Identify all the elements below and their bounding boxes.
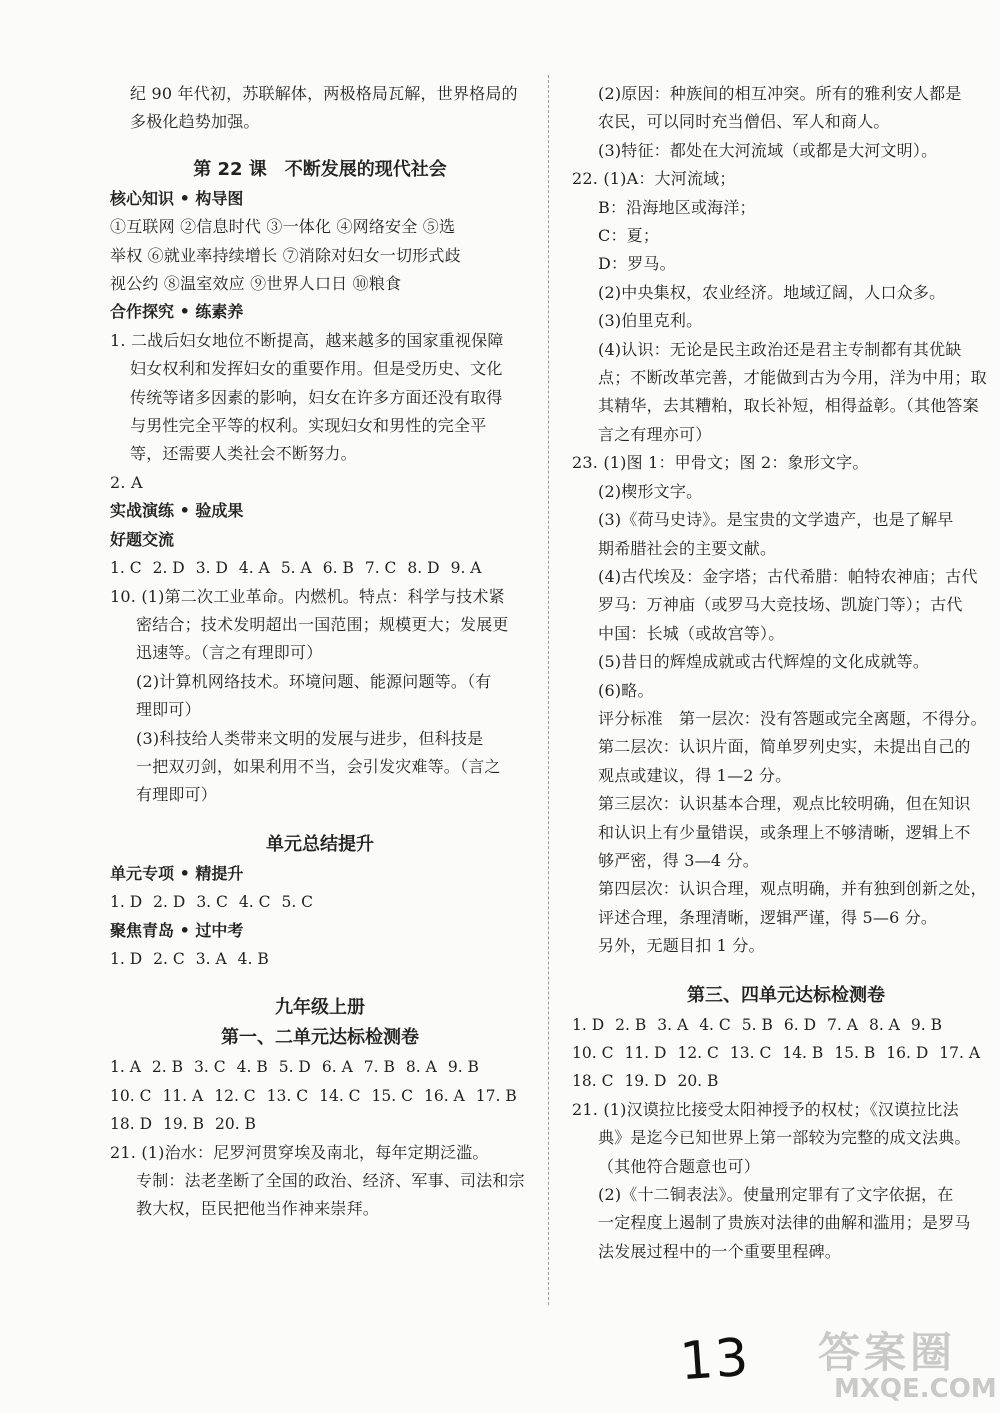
answer-item: 14. C: [319, 1086, 361, 1105]
answer-row: [110, 945, 530, 973]
answer-item: 5. B: [741, 1015, 773, 1034]
answer-item: 7. A: [827, 1015, 858, 1034]
text-line: 1. 二战后妇女地位不断提高，越来越多的国家重视保障: [110, 330, 504, 350]
column-divider: [548, 75, 549, 1305]
spacer: [572, 961, 1000, 981]
answer-item: 1. D: [110, 893, 143, 912]
answer-item: 2. C: [153, 949, 185, 968]
text-line: 2. A: [110, 472, 143, 492]
text-line: 第三层次：认识基本合理，观点比较明确，但在知识: [598, 794, 971, 814]
answer-row: [110, 1110, 530, 1138]
answer-item: 3. D: [195, 559, 228, 578]
text-line: 罗马：万神庙（或罗马大竞技场、凯旋门等）；古代: [598, 595, 963, 615]
answer-item: 2. B: [151, 1058, 184, 1077]
answer-item: 3. C: [196, 893, 228, 912]
answer-item: 11. A: [162, 1086, 204, 1105]
answer-item: 9. B: [910, 1015, 942, 1034]
text-line: 等，还需要人类社会不断努力。: [130, 444, 357, 464]
text-line: 妇女权利和发挥妇女的重要作用。但是受历史、文化: [130, 359, 503, 379]
answer-item: 1. D: [572, 1015, 605, 1034]
section-title: 单元总结提升: [266, 833, 374, 855]
answer-item: 18. D: [110, 1115, 153, 1134]
text-line: （其他符合题意也可）: [598, 1156, 761, 1176]
watermark-bottom-text: MXQE.COM: [834, 1374, 997, 1404]
text-line: 典》是迄今已知世界上第一部较为完整的成文法典。: [598, 1128, 971, 1148]
answer-item: 10. C: [572, 1044, 614, 1062]
answer-item: 2. B: [615, 1015, 647, 1034]
spacer: [110, 810, 530, 830]
text-line: C：夏；: [598, 226, 660, 246]
text-line: 法发展过程中的一个重要里程碑。: [598, 1241, 842, 1261]
text-line: 言之有理亦可）: [598, 424, 712, 444]
text-line: 其精华，去其糟粕，取长补短，相得益彰。（其他答案: [598, 396, 979, 416]
subsection-heading: 合作探究 • 练素养: [110, 302, 244, 322]
section-title: 第 22 课 不断发展的现代社会: [193, 158, 447, 180]
answer-row: [110, 554, 530, 582]
text-line: 有理即可）: [136, 785, 218, 805]
text-line: 教大权，臣民把他当作神来崇拜。: [136, 1199, 380, 1219]
text-line: 够严密，得 3—4 分。: [598, 850, 759, 870]
text-line: 23. (1)图 1：甲骨文；图 2：象形文字。: [572, 453, 869, 473]
subsection-heading: 好题交流: [110, 529, 175, 549]
answer-item: 10. C: [110, 1086, 152, 1105]
text-line: 21. (1)治水：尼罗河贯穿埃及南北，每年定期泛滥。: [110, 1142, 489, 1162]
text-line: 点；不断改革完善，才能做到古为今用，洋为中用；取: [598, 368, 987, 388]
answer-item: 18. C: [572, 1072, 614, 1091]
text-line: (2)计算机网络技术。环境问题、能源问题等。（有: [136, 671, 492, 691]
text-line: 评述合理，条理清晰，逻辑严谨，得 5—6 分。: [598, 907, 938, 927]
text-line: (5)昔日的辉煌成就或古代辉煌的文化成就等。: [598, 652, 930, 672]
text-line: 一定程度上遏制了贵族对法律的曲解和滥用；是罗马: [598, 1213, 971, 1233]
text-line: 传统等诸多因素的影响，妇女在许多方面还没有取得: [130, 387, 503, 407]
answer-item: 4. C: [699, 1015, 731, 1034]
answer-item: 5. C: [281, 893, 314, 912]
answer-item: 6. D: [783, 1015, 817, 1034]
answer-item: 17. B: [475, 1086, 517, 1105]
answer-item: 4. B: [236, 1058, 268, 1077]
answer-row: [110, 888, 530, 916]
text-line: (2)《十二铜表法》。使量刑定罪有了文字依据，在: [598, 1185, 954, 1205]
text-line: 农民，可以同时充当僧侣、军人和商人。: [598, 112, 890, 132]
text-line: 评分标准 第一层次：没有答题或完全离题，不得分。: [598, 708, 987, 728]
text-line: 密结合；技术发明超出一国范围；规模更大；发展更: [136, 614, 509, 634]
subsection-heading: 聚焦青岛 • 过中考: [110, 920, 244, 940]
answer-item: 5. A: [280, 559, 312, 578]
text-line: (4)认识：无论是民主政治还是君主专制都有其优缺: [598, 339, 962, 359]
text-line: (6)略。: [598, 680, 654, 700]
text-line: (2)原因：种族间的相互冲突。所有的雅利安人都是: [598, 84, 962, 103]
subsection-heading: 实战演练 • 验成果: [110, 501, 244, 521]
answer-item: 15. C: [371, 1086, 413, 1105]
answer-item: 11. D: [624, 1044, 667, 1062]
answer-item: 9. A: [450, 559, 482, 578]
answer-item: 14. B: [782, 1044, 824, 1062]
text-line: ①互联网 ②信息时代 ③一体化 ④网络安全 ⑤选: [110, 217, 456, 237]
text-line: D：罗马。: [598, 254, 676, 274]
text-line: 专制：法老垄断了全国的政治、经济、军事、司法和宗: [136, 1171, 525, 1190]
spacer: [110, 973, 530, 993]
answer-item: 6. B: [322, 559, 354, 578]
text-line: (2)楔形文字。: [598, 481, 703, 501]
text-line: 与男性完全平等的权利。实现妇女和男性的完全平: [130, 416, 487, 436]
text-line: 21. (1)汉谟拉比接受太阳神授予的权杖；《汉谟拉比法: [572, 1099, 959, 1119]
text-line: 观点或建议，得 1—2 分。: [598, 765, 792, 785]
answer-item: 12. C: [677, 1044, 719, 1062]
answer-item: 3. A: [195, 949, 227, 968]
section-title: 第三、四单元达标检测卷: [687, 984, 885, 1006]
text-line: 一把双刃剑，如果利用不当，会引发灾难等。（言之: [136, 756, 501, 776]
answer-item: 2. D: [153, 893, 186, 912]
text-line: 第四层次：认识合理，观点明确，并有独到创新之处，: [598, 879, 987, 899]
answer-item: 3. C: [194, 1058, 226, 1077]
answer-item: 20. B: [214, 1115, 256, 1134]
text-line: B：沿海地区或海洋；: [598, 197, 756, 217]
text-line: 期希腊社会的主要文献。: [598, 538, 777, 558]
text-line: 举权 ⑥就业率持续增长 ⑦消除对妇女一切形式歧: [110, 245, 461, 265]
answer-item: 16. D: [886, 1044, 929, 1062]
answer-item: 7. B: [363, 1058, 395, 1077]
text-line: (3)《荷马史诗》。是宝贵的文学遗产，也是了解早: [598, 510, 954, 530]
text-line: 中国：长城（或故宫等）。: [598, 623, 785, 643]
page-number: 13: [677, 1327, 753, 1393]
answer-row: [572, 1067, 1000, 1095]
subsection-heading: 单元专项 • 精提升: [110, 863, 244, 883]
text-line: 理即可）: [136, 700, 201, 720]
text-line: (3)科技给人类带来文明的发展与进步，但科技是: [136, 728, 484, 748]
subsection-heading: 核心知识 • 构导图: [110, 188, 244, 208]
answer-item: 4. B: [237, 949, 269, 968]
text-line: (2)中央集权，农业经济。地域辽阔，人口众多。: [598, 282, 946, 302]
answer-row: [572, 1011, 1000, 1039]
answer-item: 8. D: [407, 559, 440, 578]
text-line: 纪 90 年代初，苏联解体，两极格局瓦解，世界格局的: [130, 84, 518, 103]
text-line: 多极化趋势加强。: [130, 112, 260, 132]
section-title: 第一、二单元达标检测卷: [221, 1027, 419, 1049]
answer-item: 13. C: [266, 1086, 309, 1105]
answer-item: 8. A: [405, 1058, 437, 1077]
answer-item: 7. C: [364, 559, 397, 578]
text-line: 第二层次：认识片面，简单罗列史实，未提出自己的: [598, 737, 971, 757]
text-line: (3)伯里克利。: [598, 311, 703, 331]
answer-item: 5. D: [278, 1058, 311, 1077]
answer-item: 19. D: [624, 1072, 667, 1091]
text-line: 和认识上有少量错误，或条理上不够清晰，逻辑上不: [598, 822, 971, 842]
text-line: (4)古代埃及：金字塔；古代希腊：帕特农神庙；古代: [598, 566, 978, 586]
answer-row: [110, 1082, 530, 1110]
text-line: (3)特征：都处在大河流域（或都是大河文明）。: [598, 140, 938, 160]
answer-row: [110, 1053, 530, 1081]
text-line: 22. (1)A：大河流域；: [572, 169, 736, 189]
answer-item: 17. A: [939, 1044, 981, 1062]
text-line: 视公约 ⑧温室效应 ⑨世界人口日 ⑩粮食: [110, 274, 402, 294]
answer-item: 20. B: [677, 1072, 719, 1091]
watermark-logo: [798, 1312, 998, 1412]
answer-item: 9. B: [447, 1058, 479, 1077]
answer-row: [572, 1039, 1000, 1067]
text-line: 迅速等。（言之有理即可）: [136, 643, 323, 663]
answer-item: 12. C: [214, 1086, 256, 1105]
answer-item: 13. C: [729, 1044, 772, 1062]
answer-item: 1. C: [110, 559, 142, 578]
answer-item: 1. D: [110, 949, 143, 968]
answer-item: 15. B: [834, 1044, 876, 1062]
answer-item: 6. A: [321, 1058, 353, 1077]
watermark-top-text: 答案圈: [818, 1328, 957, 1377]
answer-item: 1. A: [110, 1058, 141, 1077]
answer-item: 4. C: [238, 893, 271, 912]
spacer: [110, 137, 530, 155]
answer-item: 19. B: [163, 1115, 204, 1134]
answer-item: 3. A: [657, 1015, 689, 1034]
answer-item: 2. D: [152, 559, 185, 578]
text-line: 另外，无题目扣 1 分。: [598, 936, 765, 956]
right-column: [572, 80, 1000, 1266]
answer-item: 4. A: [238, 559, 270, 578]
section-title: 九年级上册: [275, 997, 365, 1019]
answer-item: 16. A: [423, 1086, 465, 1105]
answer-item: 8. A: [868, 1015, 900, 1034]
text-line: 10. (1)第二次工业革命。内燃机。特点：科学与技术紧: [110, 586, 505, 606]
left-column: [110, 80, 530, 1224]
